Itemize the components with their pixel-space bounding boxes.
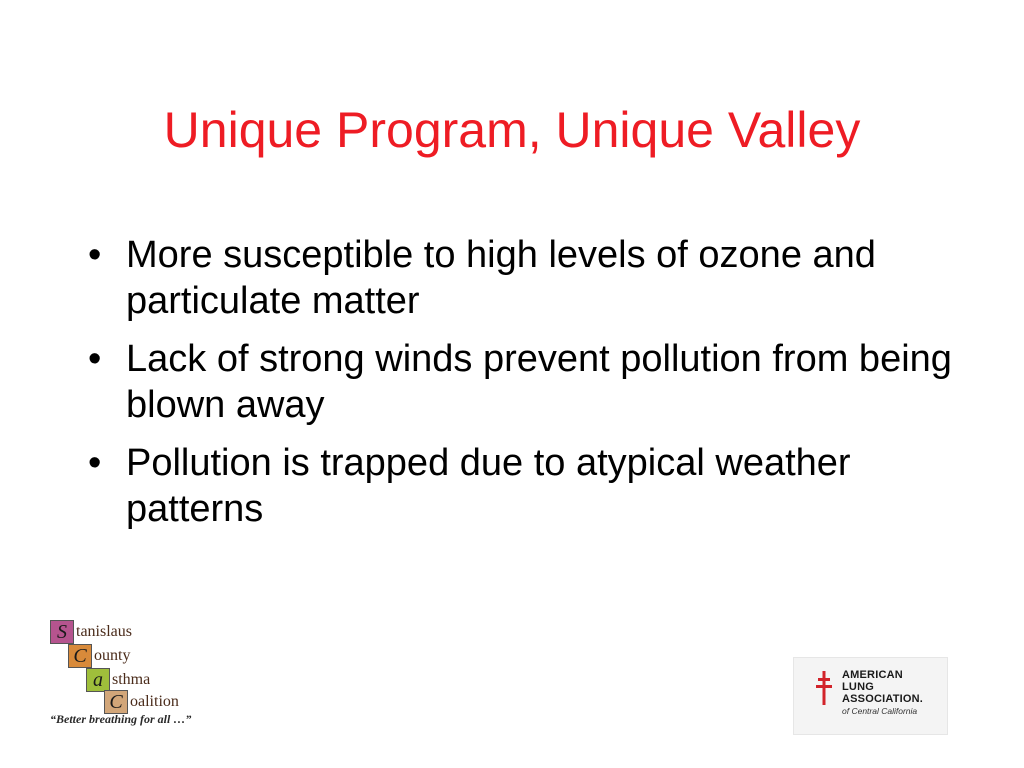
scac-word-stanislaus: tanislaus xyxy=(76,623,132,640)
scac-word-asthma: sthma xyxy=(112,671,151,688)
bullet-text: Lack of strong winds prevent pollution from being blown away xyxy=(126,338,952,426)
scac-letter-c2: C xyxy=(104,690,128,714)
scac-letter-a: a xyxy=(86,668,110,692)
lorraine-cross-icon xyxy=(816,671,832,705)
bullet-item xyxy=(86,336,966,428)
bullet-marker: • xyxy=(88,442,102,484)
bullet-text: More susceptible to high levels of ozone and particulate matter xyxy=(126,234,876,322)
scac-letter-s: S xyxy=(50,620,74,644)
ala-line-american: AMERICAN xyxy=(842,669,903,681)
scac-tagline: “Better breathing for all …” xyxy=(50,712,192,726)
ala-subline: of Central California xyxy=(842,706,918,716)
scac-logo xyxy=(48,616,218,734)
scac-row-coalition xyxy=(104,690,179,714)
ala-line-association: ASSOCIATION. xyxy=(842,693,924,705)
ala-wordmark xyxy=(842,669,923,717)
scac-word-coalition: oalition xyxy=(130,693,179,710)
bullet-marker: • xyxy=(88,234,102,276)
ala-line-lung: LUNG xyxy=(842,681,874,693)
scac-row-asthma xyxy=(86,668,150,692)
scac-row-stanislaus xyxy=(50,620,132,644)
bullet-text: Pollution is trapped due to atypical weather patterns xyxy=(126,442,851,530)
bullet-item xyxy=(86,440,966,532)
scac-letter-c: C xyxy=(68,644,92,668)
slide-title: Unique Program, Unique Valley xyxy=(163,102,861,158)
bullet-item xyxy=(86,232,966,324)
scac-row-county xyxy=(68,644,130,668)
scac-word-county: ounty xyxy=(94,647,131,664)
ala-logo xyxy=(793,657,948,735)
bullet-list xyxy=(86,232,966,544)
bullet-marker: • xyxy=(88,338,102,380)
